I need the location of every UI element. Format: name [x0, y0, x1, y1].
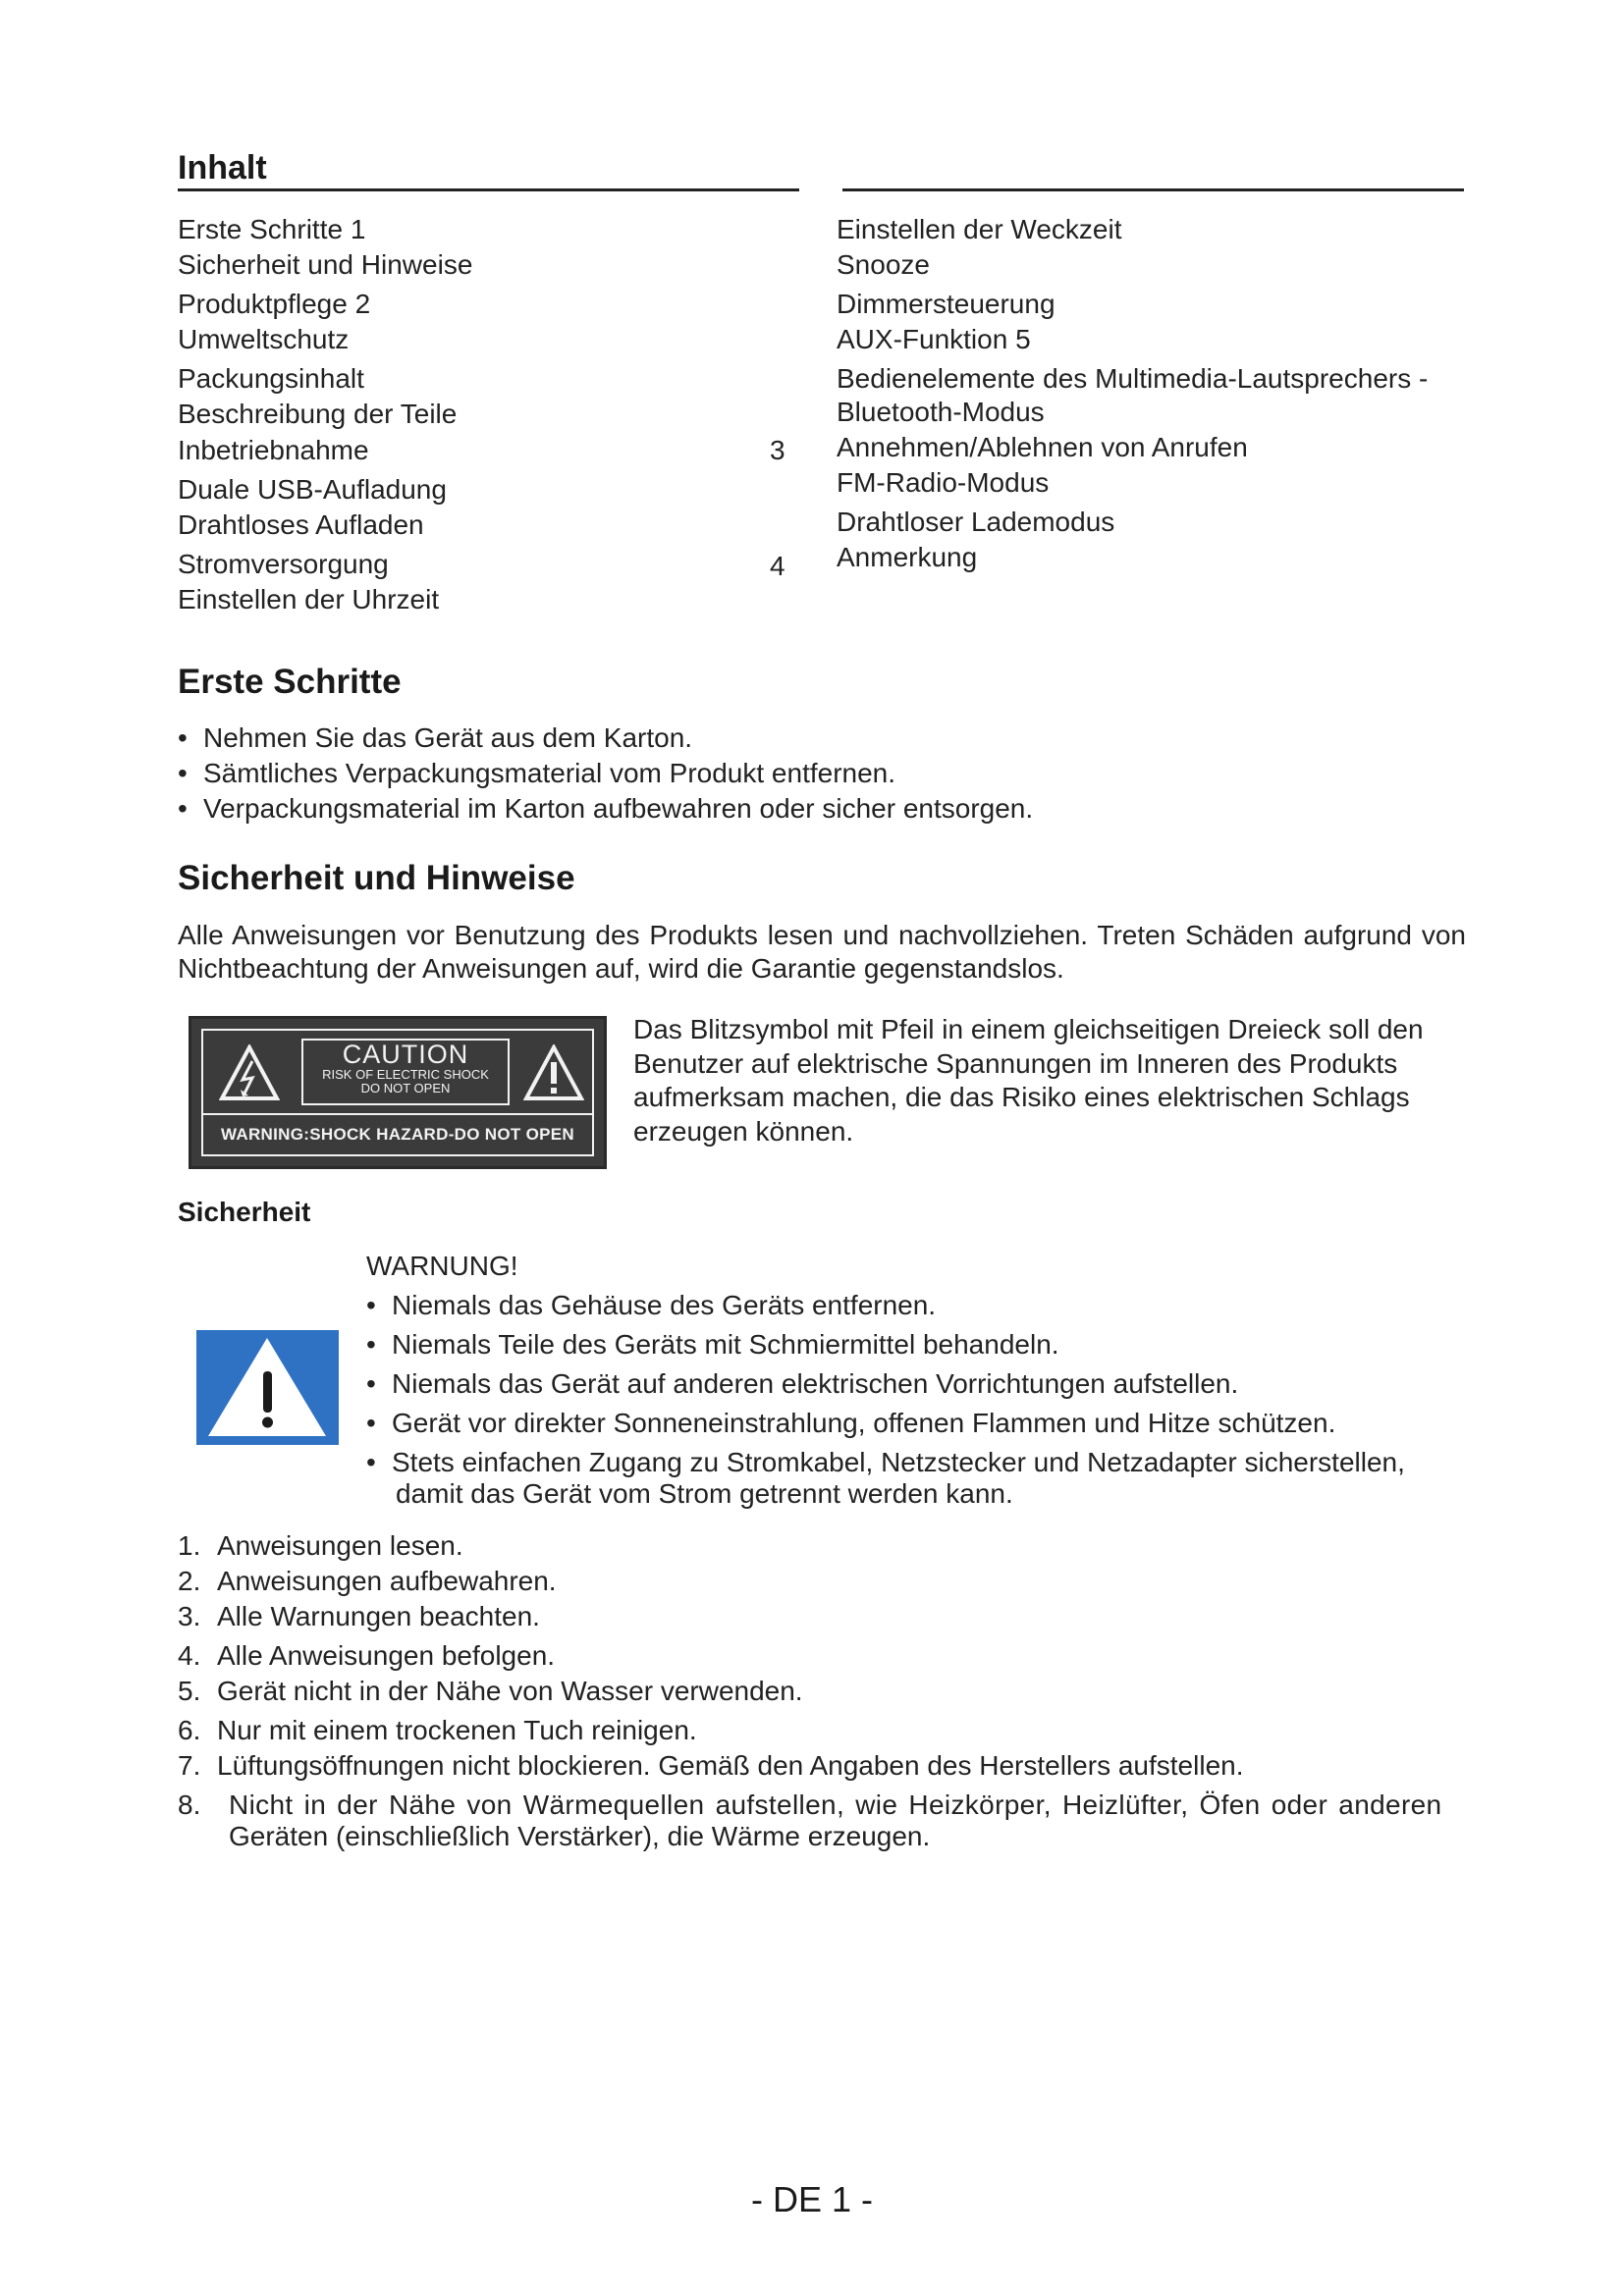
bullet-text: Nehmen Sie das Gerät aus dem Karton. — [203, 722, 693, 753]
toc-right-item: Einstellen der Weckzeit — [837, 214, 1122, 244]
warning-text: Stets einfachen Zugang zu Stromkabel, Netzstecker und Netzadapter sicherstellen, — [392, 1447, 1405, 1477]
step-number: 8. — [178, 1789, 201, 1820]
caution-bottom-text: WARNING:SHOCK HAZARD-DO NOT OPEN — [221, 1125, 574, 1144]
bullet-dot: • — [366, 1329, 376, 1360]
intro-paragraph: Alle Anweisungen vor Benutzung des Produkts lesen und nachvollziehen. Treten Schäden aufgrund von Nichtbeachtung der Anweisungen auf, wird die Garantie gegenstandslos. — [178, 920, 1466, 984]
step-number: 5. — [178, 1676, 201, 1706]
warning-continuation: damit das Gerät vom Strom getrennt werden kann. — [396, 1478, 1013, 1509]
caution-risk-text: RISK OF ELECTRIC SHOCK — [322, 1067, 489, 1082]
step-number: 4. — [178, 1640, 201, 1671]
step-text: Nur mit einem trockenen Tuch reinigen. — [217, 1715, 697, 1745]
toc-rule-left — [178, 188, 799, 191]
warning-sign — [196, 1330, 339, 1445]
step-number: 3. — [178, 1601, 201, 1631]
heading-erste-schritte: Erste Schritte — [178, 663, 402, 701]
toc-left-item: Sicherheit und Hinweise — [178, 249, 473, 280]
warning-text: Niemals Teile des Geräts mit Schmiermittel behandeln. — [392, 1329, 1059, 1360]
exclamation-warning-icon — [523, 1044, 584, 1101]
step-item — [178, 1567, 557, 1596]
bullet-dot: • — [178, 722, 188, 753]
toc-left-item: Stromversorgung — [178, 549, 389, 579]
step-item — [178, 1790, 1466, 1820]
toc-page-number: 3 — [770, 435, 785, 465]
bullet-dot: • — [178, 758, 188, 788]
toc-left-item: Inbetriebnahme — [178, 435, 369, 465]
bullet-dot: • — [366, 1447, 376, 1477]
bullet-dot: • — [366, 1408, 376, 1438]
toc-right-item: FM-Radio-Modus — [837, 467, 1050, 498]
toc-left-item: Produktpflege 2 — [178, 289, 371, 319]
step-item — [178, 1751, 1244, 1781]
page-number: - DE 1 - — [750, 2179, 873, 2219]
warning-text: Niemals das Gerät auf anderen elektrischen Vorrichtungen aufstellen. — [392, 1368, 1239, 1399]
toc-right-item: Snooze — [837, 249, 930, 280]
caution-divider — [203, 1113, 592, 1115]
toc-title: Inhalt — [178, 149, 267, 187]
toc-left-item: Einstellen der Uhrzeit — [178, 584, 440, 614]
electric-shock-warning-icon — [219, 1044, 280, 1101]
toc-left-item: Erste Schritte 1 — [178, 214, 366, 244]
bullet-dot: • — [366, 1290, 376, 1320]
step-text: Anweisungen lesen. — [217, 1530, 463, 1561]
warning-item — [366, 1409, 1335, 1438]
step-number: 2. — [178, 1566, 201, 1596]
toc-rule-right — [842, 188, 1464, 191]
toc-left-item: Umweltschutz — [178, 324, 350, 354]
step-number: 7. — [178, 1750, 201, 1781]
step-continuation: Geräten (einschließlich Verstärker), die Wärme erzeugen. — [229, 1821, 931, 1851]
step-item — [178, 1602, 540, 1631]
step-item — [178, 1716, 697, 1745]
toc-right-item: Bluetooth-Modus — [837, 397, 1045, 427]
toc-right-item: Dimmersteuerung — [837, 289, 1056, 319]
step-text: Nicht in der Nähe von Wärmequellen aufstellen, wie Heizkörper, Heizlüfter, Öfen oder anderen — [229, 1789, 1442, 1820]
toc-right-item: Annehmen/Ablehnen von Anrufen — [837, 432, 1248, 462]
toc-right-item: Drahtloser Lademodus — [837, 507, 1115, 537]
bullet-item — [178, 759, 895, 788]
toc-right-item: Anmerkung — [837, 542, 978, 572]
step-text: Anweisungen aufbewahren. — [217, 1566, 557, 1596]
step-item — [178, 1531, 463, 1561]
warning-item — [366, 1330, 1059, 1360]
bullet-item — [178, 723, 692, 753]
step-text: Alle Warnungen beachten. — [217, 1601, 540, 1631]
step-text: Gerät nicht in der Nähe von Wasser verwenden. — [217, 1676, 803, 1706]
caution-label-frame — [201, 1029, 594, 1156]
toc-left-item: Duale USB-Aufladung — [178, 474, 447, 505]
toc-left-item: Packungsinhalt — [178, 363, 364, 394]
step-text: Alle Anweisungen befolgen. — [217, 1640, 556, 1671]
step-item — [178, 1677, 803, 1706]
caution-label-image — [189, 1016, 607, 1169]
bullet-text: Sämtliches Verpackungsmaterial vom Produkt entfernen. — [203, 758, 896, 788]
warning-item — [366, 1369, 1238, 1399]
warning-item — [366, 1448, 1405, 1477]
step-text: Lüftungsöffnungen nicht blockieren. Gemäß den Angaben des Herstellers aufstellen. — [217, 1750, 1244, 1781]
toc-page-number: 4 — [770, 551, 785, 581]
bullet-dot: • — [178, 793, 188, 824]
toc-left-item: Beschreibung der Teile — [178, 399, 458, 429]
warning-triangle-icon — [196, 1330, 339, 1445]
caution-box — [301, 1039, 510, 1105]
heading-sicherheit-und-hinweise: Sicherheit und Hinweise — [178, 859, 575, 897]
caution-description: Das Blitzsymbol mit Pfeil in einem gleichseitigen Dreieck soll den Benutzer auf elektrische Spannungen im Inneren des Produkts aufmerksam machen, die das Risiko eines elektrischen Schlags erzeugen können. — [633, 1014, 1424, 1147]
warning-text: Niemals das Gehäuse des Geräts entfernen. — [392, 1290, 937, 1320]
bullet-item — [178, 794, 1033, 824]
step-number: 1. — [178, 1530, 201, 1561]
toc-right-item: AUX-Funktion 5 — [837, 324, 1031, 354]
warning-text: Gerät vor direkter Sonneneinstrahlung, offenen Flammen und Hitze schützen. — [392, 1408, 1336, 1438]
bullet-dot: • — [366, 1368, 376, 1399]
caution-do-not-open-text: DO NOT OPEN — [360, 1081, 451, 1095]
caution-word: CAUTION — [342, 1040, 469, 1069]
step-item — [178, 1641, 555, 1671]
warning-title: WARNUNG! — [366, 1251, 518, 1281]
warning-item — [366, 1291, 936, 1320]
step-number: 6. — [178, 1715, 201, 1745]
toc-right-item: Bedienelemente des Multimedia-Lautsprechers - — [837, 363, 1429, 394]
bullet-text: Verpackungsmaterial im Karton aufbewahren oder sicher entsorgen. — [203, 793, 1034, 824]
toc-left-item: Drahtloses Aufladen — [178, 509, 424, 540]
heading-sicherheit: Sicherheit — [178, 1197, 311, 1227]
